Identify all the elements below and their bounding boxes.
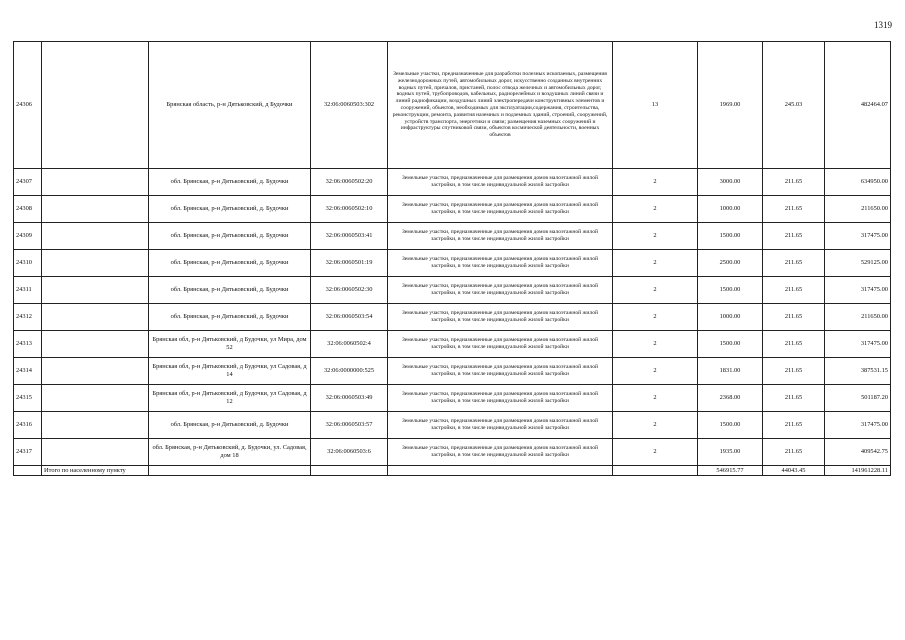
row-land-purpose: Земельные участки, предназначенные для размещения домов малоэтажной жилой застройки, в том числе индивидуальной жилой застройки	[388, 277, 613, 304]
cadastral-value-table	[13, 41, 891, 476]
page-number: 1319	[874, 20, 892, 30]
row-land-purpose: Земельные участки, предназначенные для размещения домов малоэтажной жилой застройки, в том числе индивидуальной жилой застройки	[388, 358, 613, 385]
row-number: 24314	[14, 358, 42, 385]
row-category-code: 13	[613, 42, 698, 169]
row-cadastral-value: 387531.15	[825, 358, 891, 385]
row-land-purpose: Земельные участки, предназначенные для размещения домов малоэтажной жилой застройки, в том числе индивидуальной жилой застройки	[388, 250, 613, 277]
row-category-code: 2	[613, 304, 698, 331]
row-category-code: 2	[613, 223, 698, 250]
total-price: 44043.45	[763, 466, 825, 476]
row-land-purpose: Земельные участки, предназначенные для размещения домов малоэтажной жилой застройки, в том числе индивидуальной жилой застройки	[388, 223, 613, 250]
row-cadastral-number: 32:06:0060503:57	[311, 412, 388, 439]
row-blank-cell	[42, 439, 149, 466]
table-row	[14, 439, 891, 466]
row-unit-price: 211.65	[763, 223, 825, 250]
row-blank-cell	[42, 304, 149, 331]
total-row	[14, 466, 891, 476]
row-number: 24316	[14, 412, 42, 439]
row-category-code: 2	[613, 250, 698, 277]
row-number: 24306	[14, 42, 42, 169]
row-area: 1500.00	[698, 277, 763, 304]
row-area: 1969.00	[698, 42, 763, 169]
row-number: 24311	[14, 277, 42, 304]
row-cadastral-value: 317475.00	[825, 331, 891, 358]
row-unit-price: 245.03	[763, 42, 825, 169]
row-address: обл. Брянская, р-н Дятьковский, д. Будочки	[149, 412, 311, 439]
table-row	[14, 385, 891, 412]
row-blank-cell	[42, 250, 149, 277]
row-area: 2500.00	[698, 250, 763, 277]
row-address: обл. Брянская, р-н Дятьковский, д. Будочки	[149, 304, 311, 331]
row-category-code: 2	[613, 196, 698, 223]
table-row	[14, 277, 891, 304]
row-address: Брянская область, р-н Дятьковский, д Будочки	[149, 42, 311, 169]
table-row	[14, 42, 891, 169]
row-cadastral-value: 317475.00	[825, 412, 891, 439]
row-category-code: 2	[613, 412, 698, 439]
row-blank-cell	[42, 385, 149, 412]
table-row	[14, 196, 891, 223]
table-row	[14, 304, 891, 331]
row-category-code: 2	[613, 385, 698, 412]
row-number: 24308	[14, 196, 42, 223]
row-blank-cell	[42, 169, 149, 196]
row-number: 24307	[14, 169, 42, 196]
row-unit-price: 211.65	[763, 277, 825, 304]
row-land-purpose: Земельные участки, предназначенные для размещения домов малоэтажной жилой застройки, в том числе индивидуальной жилой застройки	[388, 412, 613, 439]
row-cadastral-value: 634950.00	[825, 169, 891, 196]
row-cadastral-value: 482464.07	[825, 42, 891, 169]
row-area: 1000.00	[698, 304, 763, 331]
row-address: обл. Брянская, р-н Дятьковский, д. Будочки	[149, 223, 311, 250]
table-row	[14, 223, 891, 250]
row-unit-price: 211.65	[763, 304, 825, 331]
row-land-purpose: Земельные участки, предназначенные для размещения домов малоэтажной жилой застройки, в том числе индивидуальной жилой застройки	[388, 304, 613, 331]
row-category-code: 2	[613, 439, 698, 466]
row-address: Брянская обл, р-н Дятьковский, д Будочки, ул Садовая, д 14	[149, 358, 311, 385]
total-blank-cell	[14, 466, 42, 476]
row-area: 1500.00	[698, 331, 763, 358]
row-unit-price: 211.65	[763, 169, 825, 196]
row-cadastral-number: 32:06:0060503:49	[311, 385, 388, 412]
row-cadastral-value: 317475.00	[825, 223, 891, 250]
row-cadastral-number: 32:06:0060503:6	[311, 439, 388, 466]
table-row	[14, 358, 891, 385]
table-row	[14, 412, 891, 439]
row-category-code: 2	[613, 277, 698, 304]
row-land-purpose: Земельные участки, предназначенные для размещения домов малоэтажной жилой застройки, в том числе индивидуальной жилой застройки	[388, 331, 613, 358]
row-address: Брянская обл, р-н Дятьковский, д Будочки, ул Садовая, д 12	[149, 385, 311, 412]
row-area: 1000.00	[698, 196, 763, 223]
row-cadastral-number: 32:06:0060502:20	[311, 169, 388, 196]
row-number: 24309	[14, 223, 42, 250]
row-unit-price: 211.65	[763, 358, 825, 385]
row-category-code: 2	[613, 331, 698, 358]
row-number: 24310	[14, 250, 42, 277]
row-number: 24313	[14, 331, 42, 358]
total-label: Итого по населенному пункту	[42, 466, 149, 476]
row-address: обл. Брянская, р-н Дятьковский, д. Будочки	[149, 169, 311, 196]
row-number: 24315	[14, 385, 42, 412]
row-blank-cell	[42, 331, 149, 358]
row-unit-price: 211.65	[763, 412, 825, 439]
row-address: обл. Брянская, р-н Дятьковский, д. Будочки, ул. Садовая, дом 18	[149, 439, 311, 466]
row-area: 1831.00	[698, 358, 763, 385]
row-cadastral-number: 32:06:0060501:19	[311, 250, 388, 277]
row-unit-price: 211.65	[763, 250, 825, 277]
table-row	[14, 250, 891, 277]
row-category-code: 2	[613, 358, 698, 385]
row-area: 3000.00	[698, 169, 763, 196]
row-land-purpose: Земельные участки, предназначенные для размещения домов малоэтажной жилой застройки, в том числе индивидуальной жилой застройки	[388, 439, 613, 466]
row-number: 24312	[14, 304, 42, 331]
row-area: 1935.00	[698, 439, 763, 466]
row-area: 1500.00	[698, 223, 763, 250]
total-empty-cell	[388, 466, 613, 476]
row-cadastral-value: 317475.00	[825, 277, 891, 304]
row-cadastral-number: 32:06:0060502:4	[311, 331, 388, 358]
table-row	[14, 169, 891, 196]
row-blank-cell	[42, 223, 149, 250]
row-blank-cell	[42, 277, 149, 304]
row-blank-cell	[42, 196, 149, 223]
row-address: Брянская обл, р-н Дятьковский, д Будочки, ул Мира, дом 52	[149, 331, 311, 358]
row-land-purpose: Земельные участки, предназначенные для размещения домов малоэтажной жилой застройки, в том числе индивидуальной жилой застройки	[388, 169, 613, 196]
row-category-code: 2	[613, 169, 698, 196]
total-empty-cell	[149, 466, 311, 476]
row-number: 24317	[14, 439, 42, 466]
row-unit-price: 211.65	[763, 385, 825, 412]
row-cadastral-number: 32:06:0060503:302	[311, 42, 388, 169]
row-area: 1500.00	[698, 412, 763, 439]
total-area: 546915.77	[698, 466, 763, 476]
row-cadastral-number: 32:06:0060502:10	[311, 196, 388, 223]
row-address: обл. Брянская, р-н Дятьковский, д. Будочки	[149, 277, 311, 304]
row-cadastral-number: 32:06:0060502:30	[311, 277, 388, 304]
row-area: 2368.00	[698, 385, 763, 412]
total-empty-cell	[613, 466, 698, 476]
row-cadastral-number: 32:06:0000000:525	[311, 358, 388, 385]
total-empty-cell	[311, 466, 388, 476]
row-cadastral-value: 211650.00	[825, 304, 891, 331]
total-value: 141961228.11	[825, 466, 891, 476]
row-cadastral-number: 32:06:0060503:54	[311, 304, 388, 331]
row-unit-price: 211.65	[763, 331, 825, 358]
row-unit-price: 211.65	[763, 439, 825, 466]
row-cadastral-value: 211650.00	[825, 196, 891, 223]
row-land-purpose: Земельные участки, предназначенные для размещения домов малоэтажной жилой застройки, в том числе индивидуальной жилой застройки	[388, 196, 613, 223]
row-land-purpose: Земельные участки, предназначенные для размещения домов малоэтажной жилой застройки, в том числе индивидуальной жилой застройки	[388, 385, 613, 412]
row-land-purpose: Земельные участки, предназначенные для разработки полезных ископаемых, размещения железнодорожных путей, автомобильных дорог, искусственно созданных внутренних водных путей, причалов, пристаней, полос отвода железных и автомобильных дорог, водных путей, трубопроводов, кабельных, радиорелейных и воздушных линий связи и линий радиофикации, воздушных линий электропередачи конструктивных элементов и сооружений, объектов, необходимых для эксплуатации,содержания, строительства, реконструкции, ремонта, развития наземных и подземных зданий, строений, сооружений, устройств транспорта, энергетики и связи; размещения наземных сооружений и инфраструктуры спутниковой связи, объектов космической деятельности, военных объектов	[388, 42, 613, 169]
row-cadastral-value: 529125.00	[825, 250, 891, 277]
row-cadastral-value: 501187.20	[825, 385, 891, 412]
row-blank-cell	[42, 412, 149, 439]
row-address: обл. Брянская, р-н Дятьковский, д. Будочки	[149, 250, 311, 277]
row-cadastral-value: 409542.75	[825, 439, 891, 466]
row-blank-cell	[42, 42, 149, 169]
row-address: обл. Брянская, р-н Дятьковский, д. Будочки	[149, 196, 311, 223]
row-unit-price: 211.65	[763, 196, 825, 223]
row-cadastral-number: 32:06:0060503:41	[311, 223, 388, 250]
row-blank-cell	[42, 358, 149, 385]
table-row	[14, 331, 891, 358]
